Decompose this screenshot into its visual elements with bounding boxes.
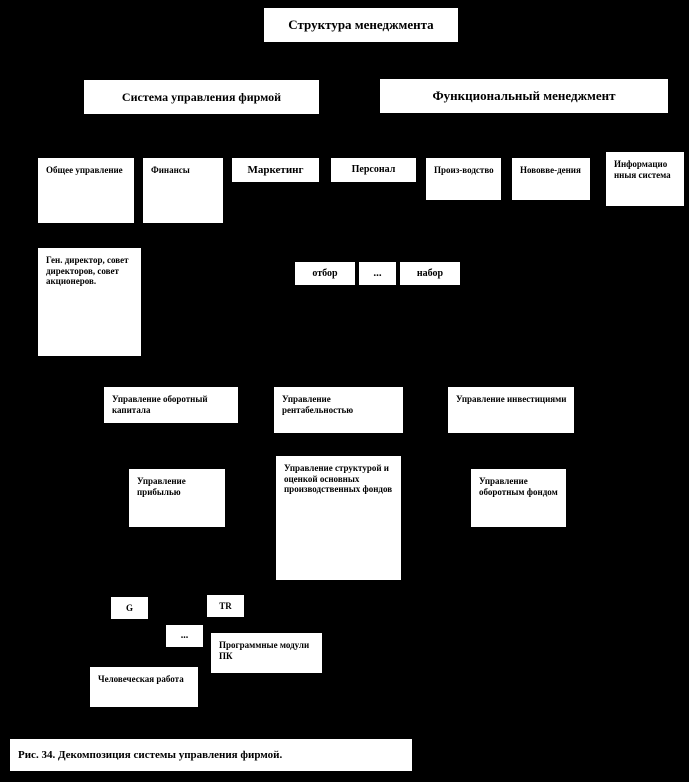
- diagram-node-n23: ...: [165, 624, 204, 648]
- diagram-node-n17: Управление инвестициями: [447, 386, 575, 434]
- diagram-node-n3: Функциональный менеджмент: [379, 78, 669, 114]
- diagram-node-n7: Персонал: [330, 157, 417, 183]
- diagram-node-n6: Маркетинг: [231, 157, 320, 183]
- diagram-node-n19: Управление структурой и оценкой основных производственных фондов: [275, 455, 402, 581]
- diagram-node-n8: Произ-водство: [425, 157, 502, 201]
- diagram-node-n21: G: [110, 596, 149, 620]
- figure-caption: Рис. 34. Декомпозиция системы управления фирмой.: [9, 738, 413, 772]
- diagram-node-n13: ...: [358, 261, 397, 286]
- diagram-node-n10: Информацио нныя система: [605, 151, 685, 207]
- diagram-node-n22: TR: [206, 594, 245, 618]
- diagram-node-n20: Управление оборотным фондом: [470, 468, 567, 528]
- diagram-node-n18: Управление прибылью: [128, 468, 226, 528]
- diagram-node-n9: Нововве-дения: [511, 157, 591, 201]
- diagram-node-n4: Общее управление: [37, 157, 135, 224]
- diagram-node-n1: Структура менеджмента: [263, 7, 459, 43]
- diagram-node-n16: Управление рентабельностью: [273, 386, 404, 434]
- diagram-node-n25: Человеческая работа: [89, 666, 199, 708]
- diagram-node-n2: Система управления фирмой: [83, 79, 320, 115]
- diagram-node-n12: отбор: [294, 261, 356, 286]
- diagram-node-n15: Управление оборотный капитала: [103, 386, 239, 424]
- diagram-node-n14: набор: [399, 261, 461, 286]
- diagram-node-n5: Финансы: [142, 157, 224, 224]
- diagram-node-n11: Ген. директор, совет директоров, совет акционеров.: [37, 247, 142, 357]
- diagram-node-n24: Программные модули ПК: [210, 632, 323, 674]
